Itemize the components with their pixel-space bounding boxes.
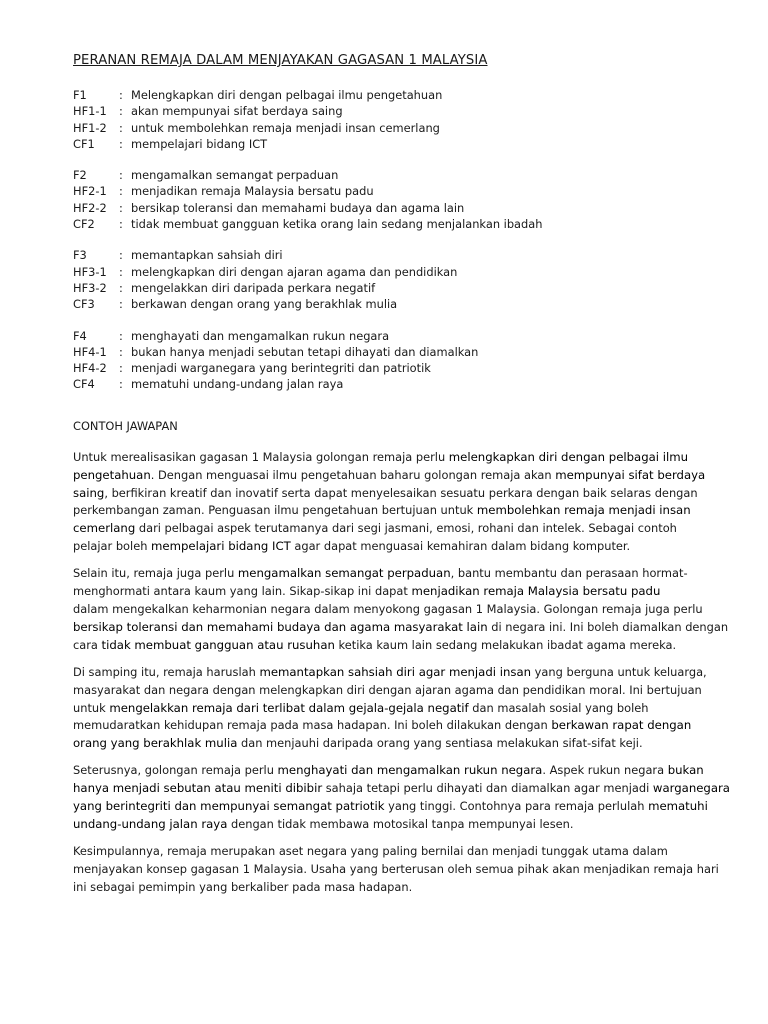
paragraph-line: [73, 700, 713, 718]
outline-row: [73, 296, 713, 312]
outline-description: menjadi warganegara yang berintegriti dan patriotik: [131, 361, 431, 376]
text-run: pelajar boleh: [73, 539, 152, 554]
paragraph-line: [73, 619, 729, 637]
key-phrase: menjadikan remaja Malaysia bersatu padu: [411, 584, 661, 599]
answer-paragraph: [73, 449, 713, 556]
outline-row: [73, 200, 713, 216]
section-heading: CONTOH JAWAPAN: [73, 418, 178, 433]
answer-paragraph: [73, 762, 730, 834]
key-phrase: berkawan rapat dengan: [551, 718, 692, 733]
outline-description: untuk membolehkan remaja menjadi insan cemerlang: [131, 120, 440, 135]
key-phrase: mengamalkan semangat perpaduan: [237, 566, 451, 581]
outline-code: F1: [73, 88, 87, 102]
text-run: Untuk merealisasikan gagasan 1 Malaysia golongan remaja perlu: [73, 449, 449, 464]
key-phrase: mematuhi: [648, 799, 708, 814]
outline-description: menjadikan remaja Malaysia bersatu padu: [131, 184, 374, 199]
paragraph-line: [73, 843, 713, 861]
paragraph-line: [73, 538, 713, 556]
paragraph-line: [73, 682, 713, 700]
answer-paragraph: [73, 664, 713, 754]
outline-row: [73, 360, 713, 376]
outline-code: CF1: [73, 136, 95, 151]
outline-code: HF2-1: [73, 184, 107, 199]
key-phrase: bersikap toleransi dan memahami budaya dan agama masyarakat lain: [73, 619, 488, 634]
outline-code: F3: [73, 248, 87, 263]
paragraph-line: [73, 565, 713, 583]
text-run: dan menjauhi daripada orang yang sentiasa melakukan sifat-sifat keji.: [237, 736, 643, 751]
outline-code: HF4-1: [73, 344, 107, 359]
paragraph-line: [73, 780, 730, 798]
outline-row: [73, 183, 713, 199]
outline-colon: :: [119, 377, 123, 392]
outline-colon: :: [119, 88, 123, 102]
outline-description: bersikap toleransi dan memahami budaya dan agama lain: [131, 200, 465, 215]
outline-code: HF1-2: [73, 120, 107, 135]
paragraph-line: [73, 502, 713, 520]
outline-code: CF4: [73, 377, 95, 392]
outline-row: [73, 103, 713, 119]
key-phrase: memantapkan sahsiah diri agar menjadi insan: [259, 664, 532, 679]
outline-description: tidak membuat gangguan ketika orang lain sedang menjalankan ibadah: [131, 217, 543, 232]
outline-description: menghayati dan mengamalkan rukun negara: [131, 328, 390, 343]
outline-colon: :: [119, 264, 123, 279]
answer-paragraph: [73, 843, 719, 897]
document-title: PERANAN REMAJA DALAM MENJAYAKAN GAGASAN 1 MALAYSIA: [73, 53, 488, 68]
outline-description: akan mempunyai sifat berdaya saing: [131, 104, 343, 119]
outline-colon: :: [119, 280, 123, 295]
outline-colon: :: [119, 104, 123, 119]
outline-colon: :: [119, 344, 123, 359]
paragraph-line: [73, 583, 713, 601]
text-run: di negara ini. Ini boleh diamalkan dengan: [487, 619, 729, 634]
paragraph-line: [73, 485, 713, 503]
document-page: [73, 52, 730, 906]
text-run: Selain itu, remaja juga perlu: [73, 566, 238, 581]
text-run: Kesimpulannya, remaja merupakan aset negara yang paling bernilai dan menjadi tunggak utama dalam: [73, 843, 668, 858]
outline-group: [73, 167, 713, 232]
text-run: yang berguna untuk keluarga,: [531, 664, 707, 679]
key-phrase: pengetahuan: [73, 467, 151, 482]
key-phrase: yang berintegriti dan mempunyai semangat patriotik: [73, 799, 385, 814]
paragraph-line: [73, 467, 713, 485]
outline-group: [73, 247, 713, 312]
outline-row: [73, 328, 713, 344]
text-run: dengan tidak membawa motosikal tanpa mempunyai lesen.: [227, 816, 574, 831]
outline-description: mengelakkan diri daripada perkara negatif: [131, 280, 376, 295]
text-run: ketika kaum lain sedang melakukan ibadat agama mereka.: [334, 637, 677, 652]
outline-row: [73, 280, 713, 296]
outline-description: bukan hanya menjadi sebutan tetapi dihayati dan diamalkan: [131, 344, 479, 359]
outline-description: mematuhi undang-undang jalan raya: [131, 377, 344, 392]
key-phrase: tidak membuat gangguan atau rusuhan: [101, 637, 335, 652]
outline-colon: :: [119, 361, 123, 376]
outline-description: Melengkapkan diri dengan pelbagai ilmu pengetahuan: [131, 88, 443, 102]
paragraph-line: [73, 449, 713, 467]
text-run: cara: [73, 637, 102, 652]
text-run: dalam mengekalkan keharmonian negara dalam menyokong gagasan 1 Malaysia. Golongan remaja juga perlu: [73, 602, 703, 616]
outline-code: F4: [73, 328, 87, 343]
outline-row: [73, 376, 713, 392]
key-phrase: bukan: [667, 763, 704, 778]
outline-row: [73, 167, 713, 183]
paragraph-line: [73, 664, 713, 682]
outline-row: [73, 264, 713, 280]
outline-colon: :: [119, 248, 123, 263]
paragraph-line: [73, 816, 713, 834]
outline-code: CF2: [73, 217, 95, 232]
text-run: menjayakan konsep gagasan 1 Malaysia. Usaha yang berterusan oleh semua pihak akan menjadikan remaja hari: [73, 861, 719, 876]
outline-description: melengkapkan diri dengan ajaran agama dan pendidikan: [131, 264, 458, 279]
text-run: dari pelbagai aspek terutamanya dari segi jasmani, emosi, rohani dan intelek. Sebagai contoh: [135, 521, 677, 536]
paragraph-line: [73, 798, 713, 816]
text-run: , berfikiran kreatif dan inovatif serta dapat menyelesaikan sesuatu perkara dengan baik selaras dengan: [104, 485, 698, 500]
outline-code: HF4-2: [73, 361, 107, 376]
outline-colon: :: [119, 217, 123, 232]
text-run: ini sebagai pemimpin yang berkaliber pada masa hadapan.: [73, 879, 413, 894]
outline-row: [73, 344, 713, 360]
text-run: Seterusnya, golongan remaja perlu: [73, 763, 278, 778]
paragraph-line: [73, 762, 713, 780]
outline-row: [73, 247, 713, 263]
key-phrase: cemerlang: [73, 521, 136, 536]
text-run: sahaja tetapi perlu dihayati dan diamalkan agar menjadi: [322, 781, 653, 796]
outline-description: memantapkan sahsiah diri: [131, 248, 283, 263]
outline-description: mengamalkan semangat perpaduan: [131, 168, 339, 183]
text-run: menghormati antara kaum yang lain. Sikap-sikap ini dapat: [73, 584, 412, 599]
outline-description: mempelajari bidang ICT: [131, 136, 268, 151]
key-phrase: mempelajari bidang ICT: [151, 539, 291, 554]
paragraph-line: [73, 637, 713, 655]
outline-code: HF2-2: [73, 200, 107, 215]
text-run: yang tinggi. Contohnya para remaja perlulah: [384, 799, 649, 814]
text-run: memudaratkan kehidupan remaja pada masa hadapan. Ini boleh dilakukan dengan: [73, 718, 552, 733]
key-phrase: membolehkan remaja menjadi insan: [476, 503, 691, 518]
text-run: untuk: [73, 700, 110, 715]
key-phrase: orang yang berakhlak mulia: [73, 736, 238, 751]
answer-paragraph: [73, 565, 729, 655]
outline-colon: :: [119, 168, 123, 183]
text-run: . Aspek rukun negara: [542, 763, 668, 778]
answer-body: [73, 449, 730, 897]
key-phrase: mempunyai sifat berdaya: [555, 467, 706, 482]
outline-description: berkawan dengan orang yang berakhlak mulia: [131, 297, 398, 312]
text-run: dan masalah sosial yang boleh: [468, 700, 649, 715]
outline-group: [73, 328, 713, 393]
text-run: perkembangan zaman. Penguasan ilmu pengetahuan bertujuan untuk: [73, 503, 477, 518]
paragraph-line: [73, 717, 713, 735]
outline-row: [73, 120, 713, 136]
outline-code: CF3: [73, 297, 95, 312]
key-phrase: undang-undang jalan raya: [73, 816, 228, 831]
key-phrase: menghayati dan mengamalkan rukun negara: [277, 763, 543, 778]
text-run: . Dengan menguasai ilmu pengetahuan baharu golongan remaja akan: [150, 467, 556, 482]
paragraph-line: [73, 735, 713, 753]
outline-colon: :: [119, 184, 123, 199]
outline-colon: :: [119, 297, 123, 312]
outline-colon: :: [119, 200, 123, 215]
outline-colon: :: [119, 136, 123, 151]
text-run: masyarakat dan negara dengan melengkapkan diri dengan ajaran agama dan pendidikan moral. Ini bertujuan: [73, 682, 702, 697]
outline-group: [73, 87, 713, 152]
outline-list: [73, 87, 713, 393]
outline-colon: :: [119, 328, 123, 343]
outline-row: [73, 87, 713, 103]
outline-code: F2: [73, 168, 87, 183]
key-phrase: warganegara: [652, 781, 730, 796]
text-run: , bantu membantu dan perasaan hormat-: [450, 566, 688, 581]
outline-code: HF3-2: [73, 280, 107, 295]
paragraph-line: [73, 861, 719, 879]
outline-row: [73, 136, 713, 152]
outline-code: HF1-1: [73, 104, 107, 119]
paragraph-line: [73, 601, 713, 619]
key-phrase: hanya menjadi sebutan atau meniti dibibir: [73, 781, 323, 796]
text-run: agar dapat menguasai kemahiran dalam bidang komputer.: [290, 539, 631, 554]
text-run: Di samping itu, remaja haruslah: [73, 664, 260, 679]
key-phrase: melengkapkan diri dengan pelbagai ilmu: [448, 449, 689, 464]
key-phrase: saing: [73, 485, 105, 500]
outline-row: [73, 216, 713, 232]
key-phrase: mengelakkan remaja dari terlibat dalam gejala-gejala negatif: [109, 700, 469, 715]
outline-colon: :: [119, 120, 123, 135]
paragraph-line: [73, 879, 713, 897]
outline-code: HF3-1: [73, 264, 107, 279]
paragraph-line: [73, 520, 713, 538]
